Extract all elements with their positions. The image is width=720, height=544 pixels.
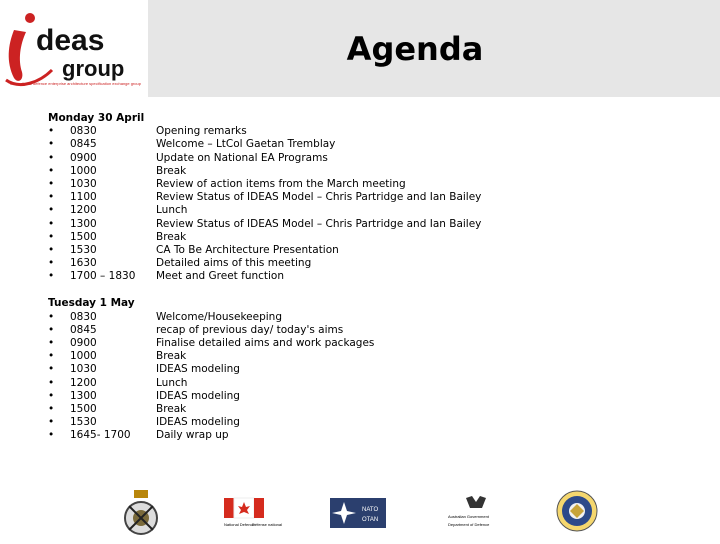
bullet-icon: • xyxy=(48,402,55,415)
bullet-icon: • xyxy=(48,376,55,389)
bullet-icon: • xyxy=(48,230,55,243)
agenda-item-time: 0830 xyxy=(70,125,97,138)
agenda-item-description: Welcome/Housekeeping xyxy=(156,310,282,323)
agenda-item-time: 1630 xyxy=(70,257,97,270)
agenda-day-title: Tuesday 1 May xyxy=(48,297,135,310)
agenda-item-time: 1500 xyxy=(70,402,97,415)
agenda xyxy=(48,112,482,457)
agenda-item-description: Review Status of IDEAS Model – Chris Partridge and Ian Bailey xyxy=(156,217,482,230)
agenda-item-description: Lunch xyxy=(156,376,188,389)
bullet-icon: • xyxy=(48,270,55,283)
logo-tagline: international defence enterprise architecture specification exchange group xyxy=(10,81,141,86)
agenda-item xyxy=(48,151,328,165)
agenda-item-description: IDEAS modeling xyxy=(156,416,240,429)
agenda-item-time: 1000 xyxy=(70,164,97,177)
agenda-item xyxy=(48,323,344,337)
agenda-item-time: 1300 xyxy=(70,389,97,402)
nato-text: NATO xyxy=(362,507,379,513)
bullet-icon: • xyxy=(48,363,55,376)
bullet-icon: • xyxy=(48,389,55,402)
uk-defence-crest xyxy=(120,490,162,540)
logo-ideas-text: deas xyxy=(36,24,105,57)
agenda-item-time: 1100 xyxy=(70,191,97,204)
agenda-item-time: 0830 xyxy=(70,310,97,323)
page-title: Agenda xyxy=(346,30,484,68)
bullet-icon: • xyxy=(48,257,55,270)
bullet-icon: • xyxy=(48,337,55,349)
bullet-icon: • xyxy=(48,191,55,204)
agenda-item-time: 1000 xyxy=(70,350,97,363)
agenda-item-time: 1200 xyxy=(70,376,97,389)
agenda-item-description: Break xyxy=(156,230,187,243)
agenda-item-time: 1030 xyxy=(70,177,97,190)
agenda-item-time: 0845 xyxy=(70,323,97,336)
agenda-item-description: Lunch xyxy=(156,204,188,217)
agenda-item xyxy=(48,164,187,178)
agenda-item-description: Review Status of IDEAS Model – Chris Partridge and Ian Bailey xyxy=(156,191,482,204)
agenda-item-description: Welcome – LtCol Gaetan Tremblay xyxy=(156,138,336,151)
agenda-item xyxy=(48,138,336,151)
agenda-item-description: Break xyxy=(156,350,187,363)
agenda-item-description: Detailed aims of this meeting xyxy=(156,257,312,270)
bullet-icon: • xyxy=(48,177,55,190)
australia-defence-logo xyxy=(446,494,506,534)
agenda-item-description: Review of action items from the March meeting xyxy=(156,177,406,190)
agenda-item xyxy=(48,310,282,324)
agenda-item-time: 1030 xyxy=(70,363,97,376)
bullet-icon: • xyxy=(48,204,55,217)
agenda-item-description: Break xyxy=(156,164,187,177)
bullet-icon: • xyxy=(48,125,55,138)
agenda-item-description: Break xyxy=(156,402,187,415)
agenda-item xyxy=(48,270,285,283)
agenda-item-time: 1530 xyxy=(70,416,97,429)
agenda-item xyxy=(48,191,482,204)
agenda-item xyxy=(48,125,247,138)
canada-text-1: National Defence xyxy=(224,522,255,527)
logo-group-text: group xyxy=(62,56,125,81)
agenda-item xyxy=(48,376,188,390)
bullet-icon: • xyxy=(48,151,55,164)
ideas-group-logo xyxy=(0,0,148,97)
bullet-icon: • xyxy=(48,138,55,151)
agenda-item-time: 1300 xyxy=(70,217,97,230)
aus-text-2: Department of Defence xyxy=(448,522,490,527)
agenda-item-description: Daily wrap up xyxy=(156,429,229,442)
bullet-icon: • xyxy=(48,323,55,336)
otan-text: OTAN xyxy=(362,517,379,523)
bullet-icon: • xyxy=(48,416,55,429)
agenda-item-description: Finalise detailed aims and work packages xyxy=(156,337,375,349)
agenda-item-description: Update on National EA Programs xyxy=(156,151,328,164)
agenda-day-title: Monday 30 April xyxy=(48,112,145,124)
agenda-item-time: 1530 xyxy=(70,243,97,256)
agenda-item-description: Meet and Greet function xyxy=(156,270,285,283)
agenda-item xyxy=(48,389,240,403)
agenda-item-time: 0900 xyxy=(70,151,97,164)
agenda-item-description: IDEAS modeling xyxy=(156,363,240,376)
agenda-item xyxy=(48,257,312,270)
canada-text-2: Défense nationale xyxy=(252,522,282,527)
agenda-day xyxy=(48,112,482,283)
bullet-icon: • xyxy=(48,217,55,230)
agenda-item xyxy=(48,350,187,363)
agenda-item-description: recap of previous day/ today's aims xyxy=(156,323,344,336)
agenda-item xyxy=(48,243,339,257)
nato-logo xyxy=(330,498,386,528)
agenda-item xyxy=(48,204,188,217)
agenda-item xyxy=(48,230,187,244)
agenda-item xyxy=(48,337,375,350)
agenda-day xyxy=(48,297,375,442)
bullet-icon: • xyxy=(48,429,55,442)
agenda-item xyxy=(48,416,240,429)
agenda-item-time: 0900 xyxy=(70,337,97,349)
bullet-icon: • xyxy=(48,164,55,177)
agenda-item-time: 1645- 1700 xyxy=(70,429,131,442)
agenda-item-description: Opening remarks xyxy=(156,125,247,138)
agenda-item xyxy=(48,363,240,376)
agenda-item-description: CA To Be Architecture Presentation xyxy=(156,243,339,256)
agenda-item-time: 1700 – 1830 xyxy=(70,270,136,283)
us-dod-seal xyxy=(556,490,598,532)
bullet-icon: • xyxy=(48,350,55,363)
bullet-icon: • xyxy=(48,310,55,323)
agenda-item xyxy=(48,177,406,191)
bullet-icon: • xyxy=(48,243,55,256)
agenda-item-time: 1500 xyxy=(70,230,97,243)
canada-dnd-logo xyxy=(222,496,282,536)
agenda-item-time: 0845 xyxy=(70,138,97,151)
agenda-item xyxy=(48,429,229,442)
agenda-item-description: IDEAS modeling xyxy=(156,389,240,402)
sponsor-logos xyxy=(0,480,720,540)
agenda-item-time: 1200 xyxy=(70,204,97,217)
aus-text-1: Australian Government xyxy=(448,514,489,519)
agenda-item xyxy=(48,217,482,231)
agenda-item xyxy=(48,402,187,416)
